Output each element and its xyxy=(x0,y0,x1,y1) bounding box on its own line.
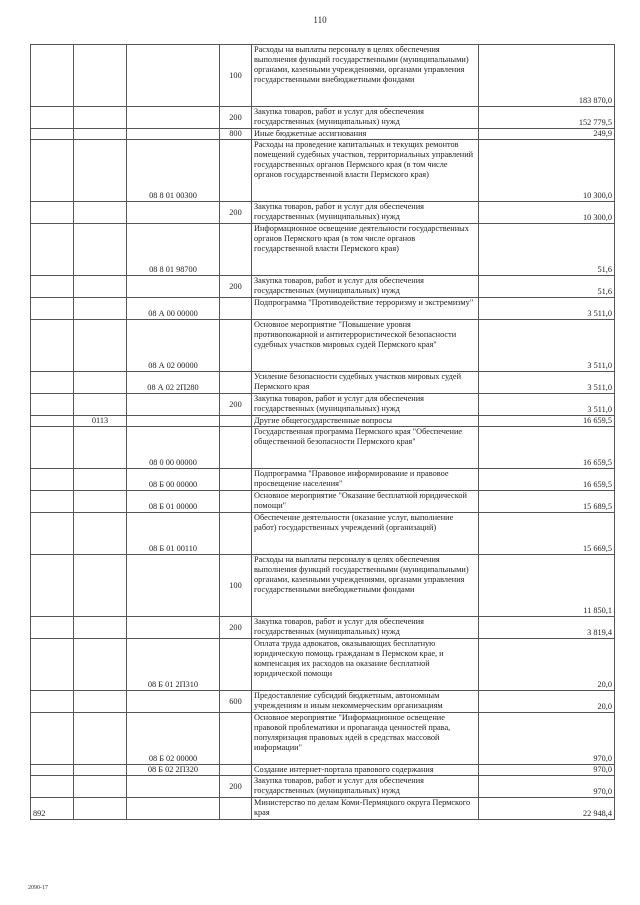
ministry-code-cell xyxy=(31,416,74,427)
expense-type-cell xyxy=(220,224,252,276)
expense-type-cell xyxy=(220,320,252,372)
description-cell: Основное мероприятие "Оказание бесплатной юридической помощи" xyxy=(252,491,479,513)
description-cell: Закупка товаров, работ и услуг для обеспечения государственных (муниципальных) нужд xyxy=(252,776,479,798)
ministry-code-cell xyxy=(31,639,74,691)
target-article-cell xyxy=(127,555,220,617)
target-article-cell xyxy=(127,798,220,820)
expense-type-cell xyxy=(220,416,252,427)
section-code-cell xyxy=(74,45,127,107)
budget-table xyxy=(30,44,615,820)
ministry-code-cell xyxy=(31,107,74,129)
expense-type-cell xyxy=(220,513,252,555)
ministry-code-cell xyxy=(31,713,74,765)
amount-cell: 3 511,0 xyxy=(479,394,615,416)
amount-cell: 970,0 xyxy=(479,713,615,765)
section-code-cell xyxy=(74,298,127,320)
amount-cell: 22 948,4 xyxy=(479,798,615,820)
amount-cell: 3 511,0 xyxy=(479,372,615,394)
table-row xyxy=(31,298,615,320)
section-code-cell xyxy=(74,798,127,820)
section-code-cell xyxy=(74,276,127,298)
section-code-cell xyxy=(74,713,127,765)
expense-type-cell xyxy=(220,372,252,394)
description-cell: Предоставление субсидий бюджетным, автономным учреждениям и иным некоммерческим организациям xyxy=(252,691,479,713)
amount-cell: 15 689,5 xyxy=(479,491,615,513)
target-article-cell: 08 Б 01 2П310 xyxy=(127,639,220,691)
section-code-cell xyxy=(74,639,127,691)
amount-cell: 152 779,5 xyxy=(479,107,615,129)
target-article-cell: 08 Б 02 2П320 xyxy=(127,765,220,776)
ministry-code-cell xyxy=(31,394,74,416)
amount-cell: 10 300,0 xyxy=(479,140,615,202)
ministry-code-cell xyxy=(31,427,74,469)
ministry-code-cell xyxy=(31,140,74,202)
ministry-code-cell xyxy=(31,372,74,394)
amount-cell: 3 511,0 xyxy=(479,320,615,372)
expense-type-cell xyxy=(220,798,252,820)
expense-type-cell: 200 xyxy=(220,107,252,129)
table-row xyxy=(31,140,615,202)
description-cell: Оплата труда адвокатов, оказывающих бесплатную юридическую помощь гражданам в Пермском крае, и компенсация их расходов на оказание бесплатной юридической помощи xyxy=(252,639,479,691)
target-article-cell: 08 Б 02 00000 xyxy=(127,713,220,765)
expense-type-cell xyxy=(220,140,252,202)
amount-cell: 16 659,5 xyxy=(479,469,615,491)
ministry-code-cell xyxy=(31,691,74,713)
ministry-code-cell xyxy=(31,491,74,513)
table-row xyxy=(31,555,615,617)
ministry-code-cell xyxy=(31,298,74,320)
description-cell: Усиление безопасности судебных участков мировых судей Пермского края xyxy=(252,372,479,394)
target-article-cell xyxy=(127,776,220,798)
expense-type-cell xyxy=(220,713,252,765)
expense-type-cell xyxy=(220,765,252,776)
section-code-cell xyxy=(74,691,127,713)
table-row xyxy=(31,639,615,691)
table-row xyxy=(31,491,615,513)
target-article-cell: 08 А 00 00000 xyxy=(127,298,220,320)
amount-cell: 3 819,4 xyxy=(479,617,615,639)
amount-cell: 11 850,1 xyxy=(479,555,615,617)
target-article-cell xyxy=(127,394,220,416)
section-code-cell xyxy=(74,491,127,513)
section-code-cell xyxy=(74,776,127,798)
description-cell: Расходы на выплаты персоналу в целях обеспечения выполнения функций государственными (муниципальными) органами, казенными учреждениями, органами управления государственными внебюджетными фондами xyxy=(252,555,479,617)
table-row xyxy=(31,202,615,224)
expense-type-cell xyxy=(220,427,252,469)
table-row xyxy=(31,713,615,765)
expense-type-cell xyxy=(220,298,252,320)
amount-cell: 20,0 xyxy=(479,691,615,713)
target-article-cell xyxy=(127,107,220,129)
table-row xyxy=(31,224,615,276)
section-code-cell xyxy=(74,617,127,639)
description-cell: Обеспечение деятельности (оказание услуг, выполнение работ) государственных учреждений (организаций) xyxy=(252,513,479,555)
ministry-code-cell xyxy=(31,555,74,617)
target-article-cell: 08 А 02 2П280 xyxy=(127,372,220,394)
amount-cell: 970,0 xyxy=(479,776,615,798)
description-cell: Закупка товаров, работ и услуг для обеспечения государственных (муниципальных) нужд xyxy=(252,107,479,129)
target-article-cell: 08 Б 01 00110 xyxy=(127,513,220,555)
expense-type-cell: 100 xyxy=(220,555,252,617)
expense-type-cell xyxy=(220,491,252,513)
table-row xyxy=(31,776,615,798)
target-article-cell xyxy=(127,202,220,224)
expense-type-cell xyxy=(220,469,252,491)
target-article-cell xyxy=(127,276,220,298)
target-article-cell xyxy=(127,416,220,427)
target-article-cell: 08 Б 00 00000 xyxy=(127,469,220,491)
page-number: 110 xyxy=(313,15,327,25)
section-code-cell xyxy=(74,555,127,617)
amount-cell: 15 669,5 xyxy=(479,513,615,555)
section-code-cell xyxy=(74,224,127,276)
ministry-code-cell xyxy=(31,765,74,776)
amount-cell: 51,6 xyxy=(479,224,615,276)
expense-type-cell: 200 xyxy=(220,394,252,416)
ministry-code-cell xyxy=(31,129,74,140)
expense-type-cell: 800 xyxy=(220,129,252,140)
table-row xyxy=(31,513,615,555)
ministry-code-cell xyxy=(31,469,74,491)
ministry-code-cell xyxy=(31,45,74,107)
table-row xyxy=(31,276,615,298)
section-code-cell xyxy=(74,427,127,469)
table-row xyxy=(31,129,615,140)
ministry-code-cell xyxy=(31,617,74,639)
target-article-cell: 08 8 01 00300 xyxy=(127,140,220,202)
table-row xyxy=(31,691,615,713)
amount-cell: 16 659,5 xyxy=(479,427,615,469)
description-cell: Министерство по делам Коми-Пермяцкого округа Пермского края xyxy=(252,798,479,820)
description-cell: Расходы на проведение капитальных и текущих ремонтов помещений судебных участков, территориальных управлений государственных органов Пермского края (в том числе органов государственной власти Пермского края) xyxy=(252,140,479,202)
description-cell: Основное мероприятие "Информационное освещение правовой проблематики и пропаганда ценностей права, популяризация правовых идей в средствах массовой информации" xyxy=(252,713,479,765)
expense-type-cell: 200 xyxy=(220,617,252,639)
ministry-code-cell xyxy=(31,202,74,224)
ministry-code-cell xyxy=(31,224,74,276)
amount-cell: 16 659,5 xyxy=(479,416,615,427)
ministry-code-cell xyxy=(31,776,74,798)
footer-code: 2090-17 xyxy=(28,885,48,891)
description-cell: Закупка товаров, работ и услуг для обеспечения государственных (муниципальных) нужд xyxy=(252,202,479,224)
table-row xyxy=(31,320,615,372)
description-cell: Основное мероприятие "Повышение уровня противопожарной и антитеррористической безопасности судебных участков мировых судей Пермского края" xyxy=(252,320,479,372)
section-code-cell xyxy=(74,202,127,224)
expense-type-cell xyxy=(220,639,252,691)
amount-cell: 183 870,0 xyxy=(479,45,615,107)
description-cell: Подпрограмма "Противодействие терроризму и экстремизму" xyxy=(252,298,479,320)
ministry-code-cell xyxy=(31,276,74,298)
target-article-cell xyxy=(127,691,220,713)
target-article-cell: 08 0 00 00000 xyxy=(127,427,220,469)
section-code-cell xyxy=(74,140,127,202)
amount-cell: 3 511,0 xyxy=(479,298,615,320)
table-row xyxy=(31,45,615,107)
section-code-cell xyxy=(74,765,127,776)
description-cell: Закупка товаров, работ и услуг для обеспечения государственных (муниципальных) нужд xyxy=(252,276,479,298)
table-row xyxy=(31,416,615,427)
description-cell: Создание интернет-портала правового содержания xyxy=(252,765,479,776)
target-article-cell: 08 А 02 00000 xyxy=(127,320,220,372)
amount-cell: 970,0 xyxy=(479,765,615,776)
expense-type-cell: 200 xyxy=(220,202,252,224)
target-article-cell: 08 8 01 98700 xyxy=(127,224,220,276)
description-cell: Другие общегосударственные вопросы xyxy=(252,416,479,427)
expense-type-cell: 200 xyxy=(220,276,252,298)
table-row xyxy=(31,394,615,416)
amount-cell: 51,6 xyxy=(479,276,615,298)
target-article-cell xyxy=(127,129,220,140)
expense-type-cell: 600 xyxy=(220,691,252,713)
target-article-cell: 08 Б 01 00000 xyxy=(127,491,220,513)
target-article-cell xyxy=(127,617,220,639)
section-code-cell xyxy=(74,129,127,140)
table-row xyxy=(31,798,615,820)
section-code-cell xyxy=(74,320,127,372)
table-row xyxy=(31,765,615,776)
table-row xyxy=(31,427,615,469)
ministry-code-cell xyxy=(31,513,74,555)
table-row xyxy=(31,107,615,129)
amount-cell: 10 300,0 xyxy=(479,202,615,224)
section-code-cell xyxy=(74,469,127,491)
description-cell: Закупка товаров, работ и услуг для обеспечения государственных (муниципальных) нужд xyxy=(252,394,479,416)
description-cell: Подпрограмма "Правовое информирование и правовое просвещение населения" xyxy=(252,469,479,491)
expense-type-cell: 100 xyxy=(220,45,252,107)
section-code-cell xyxy=(74,394,127,416)
description-cell: Государственная программа Пермского края "Обеспечение общественной безопасности Пермского края" xyxy=(252,427,479,469)
section-code-cell xyxy=(74,107,127,129)
description-cell: Расходы на выплаты персоналу в целях обеспечения выполнения функций государственными (муниципальными) органами, казенными учреждениями, органами управления государственными внебюджетными фондами xyxy=(252,45,479,107)
section-code-cell: 0113 xyxy=(74,416,127,427)
table-row xyxy=(31,372,615,394)
ministry-code-cell xyxy=(31,320,74,372)
amount-cell: 20,0 xyxy=(479,639,615,691)
description-cell: Информационное освещение деятельности государственных органов Пермского края (в том числе органов государственной власти Пермского края) xyxy=(252,224,479,276)
table-row xyxy=(31,617,615,639)
expense-type-cell: 200 xyxy=(220,776,252,798)
description-cell: Иные бюджетные ассигнования xyxy=(252,129,479,140)
ministry-code-cell: 892 xyxy=(31,798,74,820)
description-cell: Закупка товаров, работ и услуг для обеспечения государственных (муниципальных) нужд xyxy=(252,617,479,639)
amount-cell: 249,9 xyxy=(479,129,615,140)
section-code-cell xyxy=(74,513,127,555)
table-row xyxy=(31,469,615,491)
section-code-cell xyxy=(74,372,127,394)
target-article-cell xyxy=(127,45,220,107)
